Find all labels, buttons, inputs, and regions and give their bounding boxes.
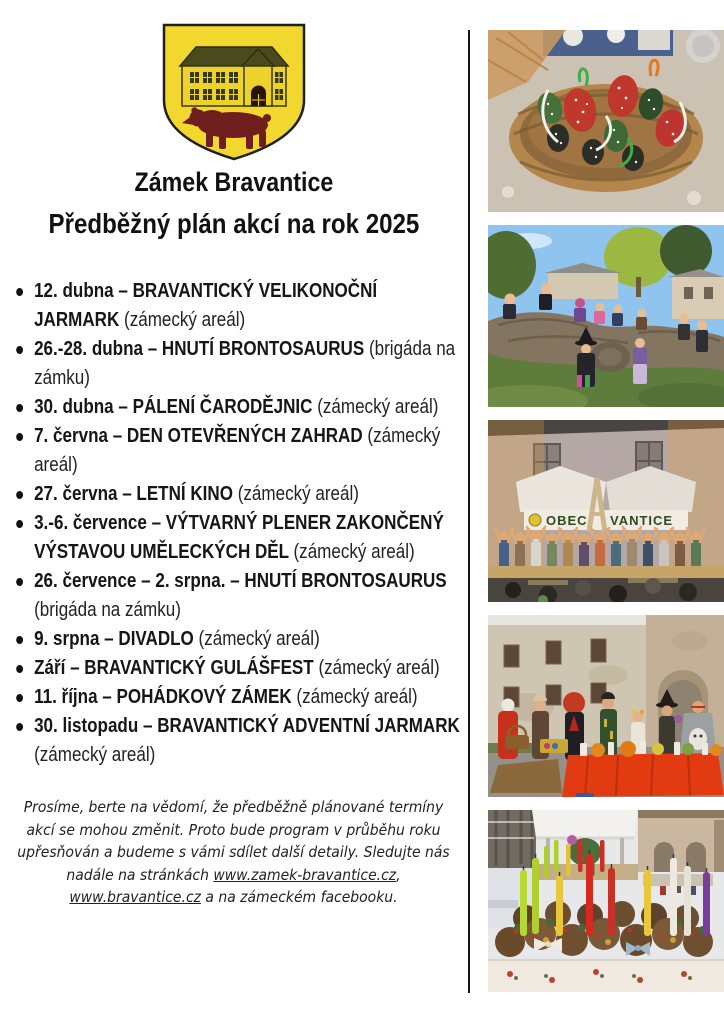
- header-block: [0, 167, 468, 240]
- event-separator: –: [112, 425, 123, 447]
- event-date: 26.-28. dubna: [34, 338, 143, 360]
- market-tent: [532, 810, 638, 838]
- event-title: DIVADLO: [118, 628, 194, 650]
- event-item: [34, 480, 460, 509]
- photo-column: [488, 30, 724, 1005]
- event-date: 11. října: [34, 686, 98, 708]
- event-location: (zámecký areál): [198, 628, 320, 650]
- photo-costume-group: [488, 615, 724, 797]
- photo-children-tree: [488, 225, 724, 407]
- event-item: [34, 625, 460, 654]
- bravantice-coat-of-arms: [160, 22, 308, 162]
- photo-advent-market: [488, 810, 724, 992]
- event-location: (zámecký areál): [34, 425, 441, 476]
- photo-easter-eggs: [488, 30, 724, 212]
- footer-text-end: a na zámeckém facebooku.: [200, 888, 398, 906]
- event-location: (brigáda na zámku): [34, 599, 181, 621]
- footer-comma: ,: [396, 865, 401, 884]
- event-title: VÝTVARNÝ PLENER ZAKONČENÝ VÝSTAVOU UMĚLECKÝCH DĚL: [34, 512, 444, 563]
- footer-note: [14, 796, 453, 909]
- event-date: 12. dubna: [34, 280, 114, 302]
- event-location: (zámecký areál): [34, 744, 156, 766]
- event-title: POHÁDKOVÝ ZÁMEK: [116, 686, 292, 708]
- event-title: BRAVANTICKÝ ADVENTNÍ JARMARK: [157, 715, 460, 737]
- footer-text: Prosíme, berte na vědomí, že předběžně plánované termíny akcí se mohou změnit. Proto bude program v průběhu roku upřesňován a budeme s vámi sdílet další detaily. Sledujte nás nadále na stránkách: [17, 798, 450, 884]
- photo-evening-event: [488, 420, 724, 602]
- event-separator: –: [142, 715, 153, 737]
- event-location: (zámecký areál): [237, 483, 359, 505]
- event-list: [0, 277, 460, 770]
- event-date: 3.-6. července: [34, 512, 147, 534]
- event-separator: –: [70, 657, 80, 679]
- event-separator: –: [118, 396, 128, 418]
- vertical-divider: [468, 30, 470, 993]
- event-date: 30. dubna: [34, 396, 114, 418]
- event-location: (zámecký areál): [124, 309, 246, 331]
- floral-tablecloth: [488, 960, 724, 992]
- link-zamek-bravantice[interactable]: www.zamek-bravantice.cz: [213, 865, 397, 884]
- castle-background: [638, 810, 724, 872]
- event-item: [34, 683, 460, 712]
- castle-building: [180, 47, 288, 106]
- event-title: LETNÍ KINO: [136, 483, 233, 505]
- banner-text-left: OBEC: [546, 513, 588, 528]
- event-date: 26. července – 2. srpna.: [34, 570, 226, 592]
- event-title: BRAVANTICKÝ GULÁŠFEST: [84, 657, 314, 679]
- event-separator: –: [104, 628, 114, 650]
- event-date: 9. srpna: [34, 628, 100, 650]
- event-item: [34, 335, 460, 393]
- event-item: [34, 509, 460, 567]
- event-location: (zámecký areál): [317, 396, 439, 418]
- event-location: (zámecký areál): [296, 686, 418, 708]
- event-separator: –: [147, 338, 158, 360]
- page-subtitle: Předběžný plán akcí na rok 2025: [48, 208, 420, 239]
- event-date: 27. června: [34, 483, 118, 505]
- event-item: [34, 393, 460, 422]
- event-item: [34, 277, 460, 335]
- event-item: [34, 712, 460, 770]
- event-date: 7. června: [34, 425, 108, 447]
- event-item: [34, 422, 460, 480]
- stage-floor: [488, 566, 724, 578]
- page-title: Zámek Bravantice: [134, 167, 334, 197]
- event-title: HNUTÍ BRONTOSAURUS: [161, 338, 365, 360]
- event-item: [34, 567, 460, 625]
- link-bravantice[interactable]: www.bravantice.cz: [69, 888, 201, 906]
- event-date: Září: [34, 657, 66, 679]
- event-separator: –: [151, 512, 162, 534]
- event-separator: –: [102, 686, 112, 708]
- event-location: (brigáda na zámku): [34, 338, 456, 389]
- event-location: (zámecký areál): [318, 657, 440, 679]
- event-date: 30. listopadu: [34, 715, 139, 737]
- event-item: [34, 654, 460, 683]
- event-title: PÁLENÍ ČARODĚJNIC: [132, 396, 313, 418]
- event-title: DEN OTEVŘENÝCH ZAHRAD: [126, 425, 363, 447]
- event-separator: –: [122, 483, 132, 505]
- event-location: (zámecký areál): [293, 541, 415, 563]
- banner-text-right: VANTICE: [610, 513, 674, 528]
- event-title: HNUTÍ BRONTOSAURUS: [244, 570, 447, 592]
- event-separator: –: [118, 280, 128, 302]
- event-separator: –: [230, 570, 240, 592]
- event-title: BRAVANTICKÝ VELIKONOČNÍ JARMARK: [34, 280, 378, 331]
